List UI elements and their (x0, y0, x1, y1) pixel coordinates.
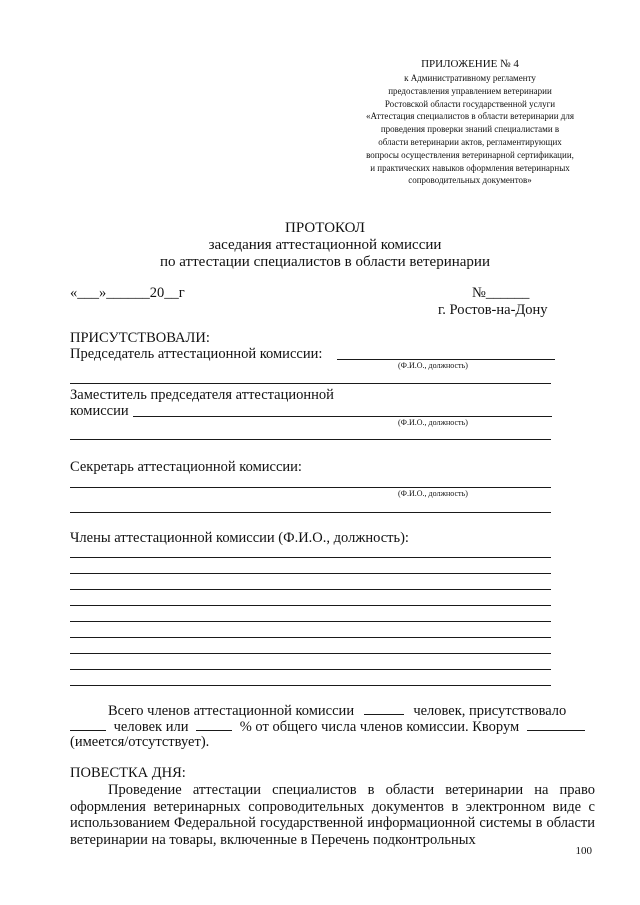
page-number: 100 (575, 845, 592, 857)
deputy-label: комиссии (70, 403, 129, 419)
quorum-total-label: Всего членов аттестационной комиссии (108, 703, 355, 719)
protocol-number-field[interactable]: №______ (472, 285, 530, 301)
annex-title: ПРИЛОЖЕНИЕ № 4 (421, 58, 519, 70)
annex-line: предоставления управлением ветеринарии (388, 85, 552, 96)
total-members-blank[interactable] (364, 702, 404, 715)
member-line[interactable] (70, 589, 551, 590)
annex-line: Ростовской области государственной услуги (384, 98, 556, 109)
member-line[interactable] (70, 669, 551, 670)
fio-caption: (Ф.И.О., должность) (398, 489, 468, 498)
deputy-label: Заместитель председателя аттестационной (70, 387, 334, 403)
member-line[interactable] (70, 605, 551, 606)
deputy-extra-line[interactable] (70, 439, 551, 440)
secretary-extra-line[interactable] (70, 512, 551, 513)
percent-blank[interactable] (196, 718, 232, 731)
protocol-title: ПРОТОКОЛ (285, 220, 365, 236)
secretary-input-line[interactable] (70, 487, 551, 488)
quorum-present-label: человек, присутствовало (413, 703, 567, 719)
annex-line: сопроводительных документов» (408, 175, 532, 186)
agenda-heading: ПОВЕСТКА ДНЯ: (70, 765, 186, 781)
present-heading: ПРИСУТСТВОВАЛИ: (70, 330, 210, 346)
members-label: Члены аттестационной комиссии (Ф.И.О., должность): (70, 530, 409, 546)
member-line[interactable] (70, 685, 551, 686)
annex-line: к Административному регламенту (404, 73, 536, 83)
agenda-text: Проведение аттестации специалистов в области ветеринарии на право оформления ветеринарных сопроводительных документов в электронном виде с использованием Федеральной государственной информационной системы в области ветеринарии на товары, включенные в Перечень подконтрольных (70, 782, 595, 848)
fio-caption: (Ф.И.О., должность) (398, 418, 468, 427)
chairman-extra-line[interactable] (70, 383, 551, 384)
member-line[interactable] (70, 557, 551, 558)
quorum-status-hint: (имеется/отсутствует). (70, 734, 210, 750)
protocol-subtitle: по аттестации специалистов в области ветеринарии (160, 254, 490, 270)
date-field[interactable]: «___»______20__г (70, 285, 185, 301)
deputy-input-line[interactable] (133, 416, 552, 417)
protocol-title-block (70, 220, 580, 271)
annex-line: вопросы осуществления ветеринарной сертификации, (366, 149, 574, 160)
secretary-label: Секретарь аттестационной комиссии: (70, 459, 302, 475)
quorum-or-label: человек или (113, 719, 189, 735)
annex-line: проведения проверки знаний специалистами в (380, 124, 560, 135)
chairman-input-line[interactable] (337, 359, 555, 360)
protocol-subtitle: заседания аттестационной комиссии (208, 237, 442, 253)
member-line[interactable] (70, 637, 551, 638)
quorum-percent-label: % от общего числа членов комиссии. Кворум (239, 719, 520, 735)
city-label: г. Ростов-на-Дону (438, 302, 548, 318)
member-line[interactable] (70, 653, 551, 654)
quorum-status-blank[interactable] (527, 718, 585, 731)
annex-line: «Аттестация специалистов в области ветеринарии для (366, 111, 574, 122)
present-count-blank[interactable] (70, 718, 106, 731)
annex-line: области ветеринарии актов, регламентирующих (378, 136, 562, 147)
annex-block (335, 58, 605, 187)
chairman-label: Председатель аттестационной комиссии: (70, 346, 323, 362)
member-line[interactable] (70, 573, 551, 574)
fio-caption: (Ф.И.О., должность) (398, 361, 468, 370)
annex-line: и практических навыков оформления ветеринарных (370, 162, 570, 173)
member-line[interactable] (70, 621, 551, 622)
